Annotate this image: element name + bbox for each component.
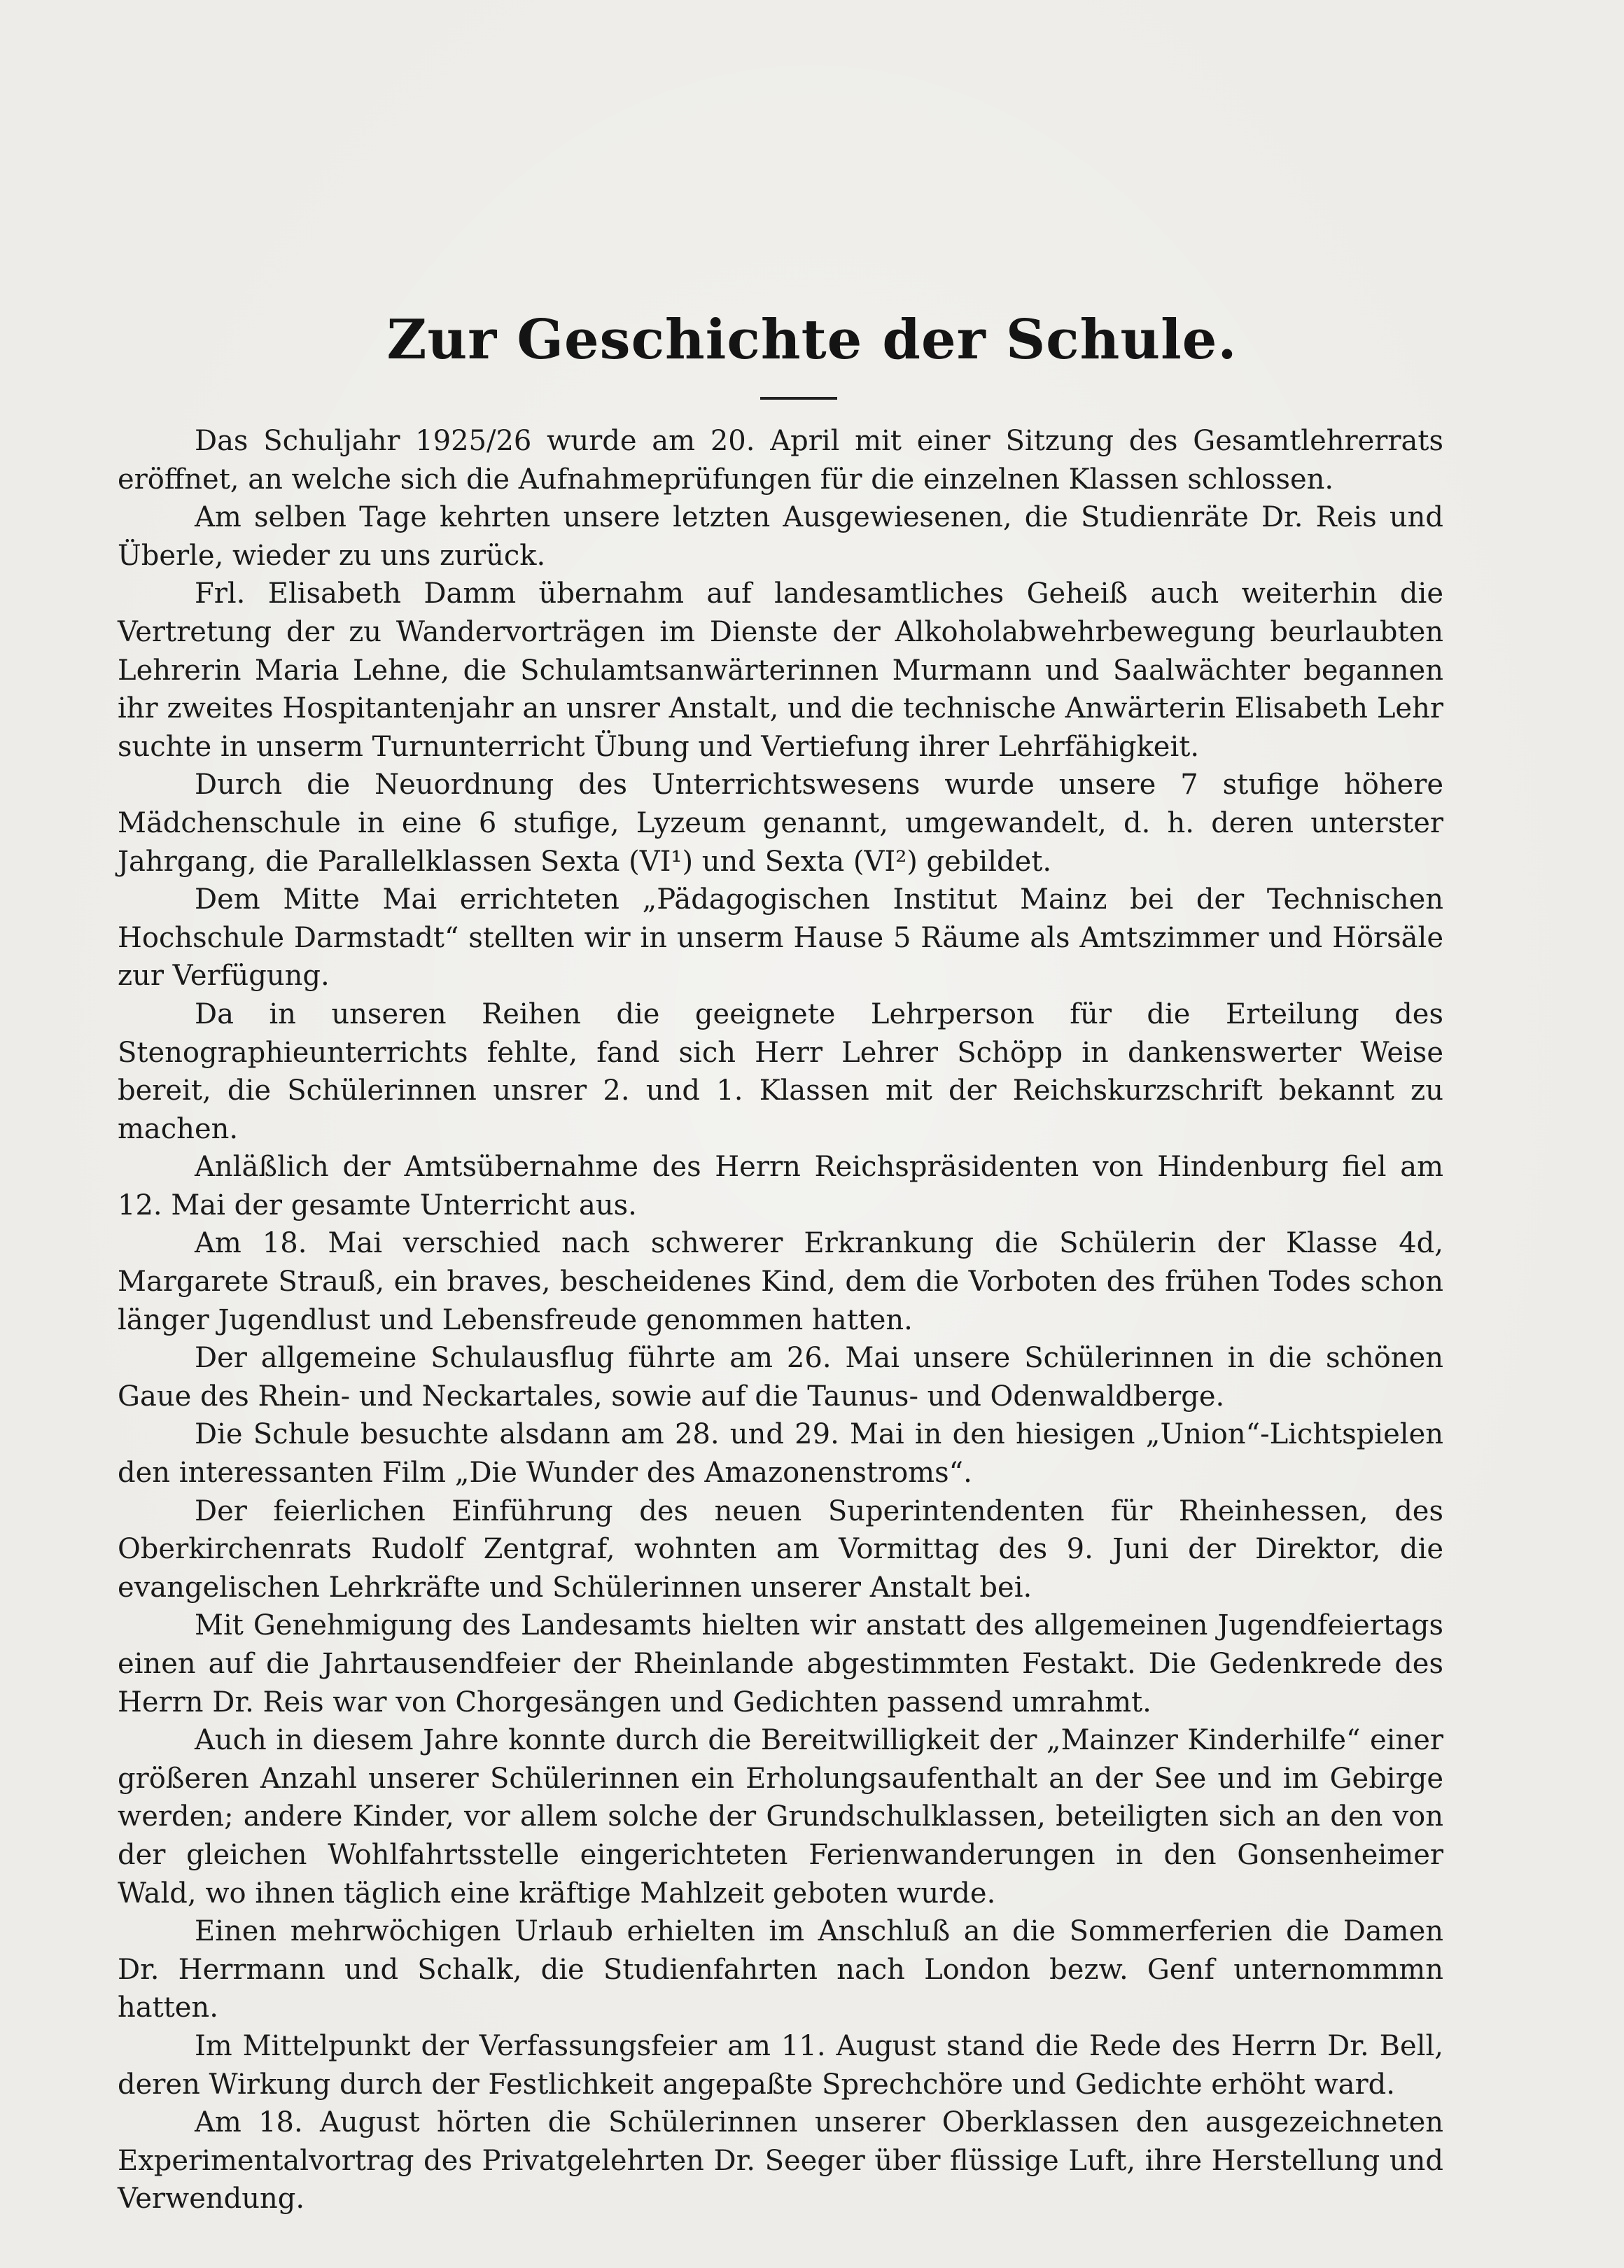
paragraph: Im Mittelpunkt der Verfassungsfeier am 11. August stand die Rede des Herrn Dr. Bell, deren Wirkung durch der Festlichkeit angepaßte Sprechchöre und Gedichte erhöht ward.	[118, 2029, 1443, 2101]
paragraph: Am 18. Mai verschied nach schwerer Erkrankung die Schülerin der Klasse 4d, Margarete Strauß, ein braves, bescheidenes Kind, dem die Vorboten des frühen Todes schon länger Jugendlust und Lebensfreude genommen hatten.	[118, 1227, 1443, 1336]
paragraph: Auch in diesem Jahre konnte durch die Bereitwilligkeit der „Mainzer Kinderhilfe“ einer größeren Anzahl unserer Schülerinnen ein Erholungsaufenthalt an der See und im Gebirge werden; andere Kinder, vor allem solche der Grundschulklassen, beteiligten sich an den von der gleichen Wohlfahrtsstelle eingerichteten Ferienwanderungen in den Gonsenheimer Wald, wo ihnen täglich eine kräftige Mahlzeit geboten wurde.	[118, 1724, 1443, 1910]
title-underline-divider	[760, 397, 837, 400]
paragraph: Der allgemeine Schulausflug führte am 26. Mai unsere Schülerinnen in die schönen Gaue des Rhein- und Neckartales, sowie auf die Taunus- und Odenwaldberge.	[118, 1342, 1443, 1413]
paragraph: Anläßlich der Amtsübernahme des Herrn Reichspräsidenten von Hindenburg fiel am 12. Mai der gesamte Unterricht aus.	[118, 1151, 1443, 1222]
paragraph: Die Schule besuchte alsdann am 28. und 29. Mai in den hiesigen „Union“-Lichtspielen den interessanten Film „Die Wunder des Amazonenstroms“.	[118, 1418, 1443, 1490]
paragraph: Am 18. August hörten die Schülerinnen unserer Oberklassen den ausgezeichneten Experimentalvortrag des Privatgelehrten Dr. Seeger über flüssige Luft, ihre Herstellung und Verwendung.	[118, 2106, 1443, 2216]
article-body	[118, 422, 1443, 2218]
paragraph: Am selben Tage kehrten unsere letzten Ausgewiesenen, die Studienräte Dr. Reis und Überle, wieder zu uns zurück.	[118, 501, 1443, 572]
paragraph: Dem Mitte Mai errichteten „Pädagogischen Institut Mainz bei der Technischen Hochschule Darmstadt“ stellten wir in unserm Hause 5 Räume als Amtszimmer und Hörsäle zur Verfügung.	[118, 883, 1443, 993]
paragraph: Da in unseren Reihen die geeignete Lehrperson für die Erteilung des Stenographieunterrichts fehlte, fand sich Herr Lehrer Schöpp in dankenswerter Weise bereit, die Schülerinnen unsrer 2. und 1. Klassen mit der Reichskurzschrift bekannt zu machen.	[118, 997, 1443, 1145]
paragraph: Der feierlichen Einführung des neuen Superintendenten für Rheinhessen, des Oberkirchenrats Rudolf Zentgraf, wohnten am Vormittag des 9. Juni der Direktor, die evangelischen Lehrkräfte und Schülerinnen unserer Anstalt bei.	[118, 1494, 1443, 1604]
paragraph: Das Schuljahr 1925/26 wurde am 20. April mit einer Sitzung des Gesamtlehrerrats eröffnet, an welche sich die Aufnahmeprüfungen für die einzelnen Klassen schlossen.	[118, 425, 1443, 496]
paragraph: Frl. Elisabeth Damm übernahm auf landesamtliches Geheiß auch weiterhin die Vertretung der zu Wandervorträgen im Dienste der Alkoholabwehrbewegung beurlaubten Lehrerin Maria Lehne, die Schulamtsanwärterinnen Murmann und Saalwächter begannen ihr zweites Hospitantenjahr an unsrer Anstalt, und die technische Anwärterin Elisabeth Lehr suchte in unserm Turnunterricht Übung und Vertiefung ihrer Lehrfähigkeit.	[118, 578, 1443, 763]
paragraph: Einen mehrwöchigen Urlaub erhielten im Anschluß an die Sommerferien die Damen Dr. Herrmann und Schalk, die Studienfahrten nach London bezw. Genf unternommmn hatten.	[118, 1915, 1443, 2024]
page-title: Zur Geschichte der Schule.	[386, 308, 1238, 372]
paragraph: Durch die Neuordnung des Unterrichtswesens wurde unsere 7 stufige höhere Mädchenschule in eine 6 stufige, Lyzeum genannt, umgewandelt, d. h. deren unterster Jahrgang, die Parallelklassen Sexta (VI¹) und Sexta (VI²) gebildet.	[118, 769, 1443, 878]
paragraph: Mit Genehmigung des Landesamts hielten wir anstatt des allgemeinen Jugendfeiertags einen auf die Jahrtausendfeier der Rheinlande abgestimmten Festakt. Die Gedenkrede des Herrn Dr. Reis war von Chorgesängen und Gedichten passend umrahmt.	[118, 1609, 1443, 1718]
